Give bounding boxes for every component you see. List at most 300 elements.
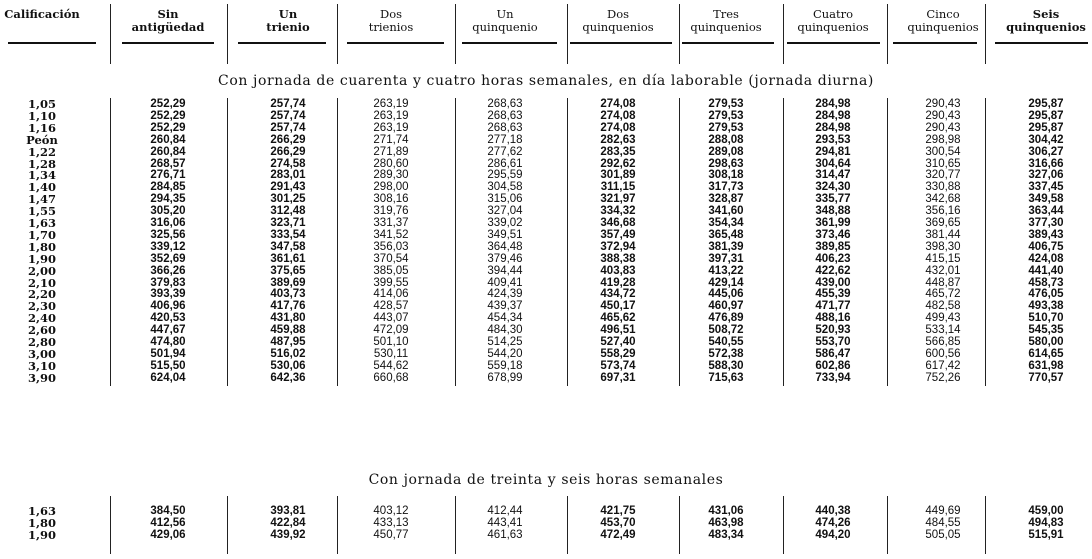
table-cell: 335,77 [815,193,851,206]
table-cell: 454,34 [487,312,523,325]
table-cell: 476,05 [1028,288,1064,301]
table-cell: 298,00 [373,181,409,194]
table-row [0,505,1092,517]
column-divider [887,4,888,64]
table-cell: 330,88 [925,181,961,194]
table-row [0,517,1092,529]
table-row [0,217,1092,229]
table-cell: 379,83 [150,276,186,289]
column-divider [227,4,228,64]
table-cell: 443,07 [373,312,409,325]
header-line-2: trienios [368,20,414,34]
table-cell: 540,55 [708,336,744,348]
table-cell: 510,70 [1028,312,1064,325]
table-cell: 445,06 [708,288,744,301]
column-divider [567,4,568,64]
table-cell: 389,69 [270,276,306,289]
table-cell: 379,46 [487,252,523,265]
calificacion-cell: 2,10 [27,275,56,290]
table-cell: 276,71 [150,169,186,182]
table-cell: 447,67 [150,324,186,337]
table-cell: 266,29 [270,133,306,146]
table-row [0,360,1092,372]
table-cell: 312,48 [270,205,306,218]
table-cell: 337,45 [1028,181,1064,194]
table-cell: 354,34 [708,217,744,229]
table-cell: 381,44 [925,228,961,241]
table-row [0,312,1092,324]
table-cell: 412,56 [150,517,186,530]
table-cell: 429,06 [150,529,186,542]
table-cell: 301,89 [600,169,636,182]
table-cell: 377,30 [1028,217,1064,229]
table-cell: 487,95 [270,336,306,348]
table-cell: 283,01 [270,169,306,182]
table-cell: 295,87 [1028,98,1064,110]
table-cell: 295,87 [1028,121,1064,134]
table-cell: 642,36 [270,371,306,384]
table-cell: 505,05 [925,529,961,542]
header-cell [238,8,338,34]
table-cell: 339,02 [487,217,523,229]
table-cell: 414,06 [373,288,409,301]
table-cell: 431,06 [708,505,744,517]
table-cell: 290,43 [925,109,961,122]
header-line-2: antigüedad [131,20,205,34]
header-line-2: quinquenios [907,20,979,34]
table-cell: 600,56 [925,347,961,360]
column-divider [110,4,111,64]
table-cell: 403,12 [373,505,409,517]
table-cell: 257,74 [270,109,306,122]
table-cell: 294,35 [150,193,186,206]
table-cell: 752,26 [925,371,961,384]
table-cell: 393,81 [270,505,306,517]
table-cell: 279,53 [708,98,744,110]
header-line-1: Un [496,7,514,21]
table-cell: 369,65 [925,217,961,229]
table-cell: 372,94 [600,240,636,253]
table-cell: 356,16 [925,205,961,218]
table-row [0,181,1092,193]
table-cell: 308,18 [708,169,744,182]
table-cell: 375,65 [270,264,306,277]
table-cell: 459,00 [1028,505,1064,517]
table-cell: 331,37 [373,217,409,229]
table-cell: 484,55 [925,517,961,530]
table-cell: 298,98 [925,133,961,146]
table-cell: 474,26 [815,517,851,530]
table-cell: 279,53 [708,109,744,122]
table-cell: 289,08 [708,145,744,158]
calificacion-cell: 1,34 [27,168,56,183]
table-cell: 347,58 [270,240,306,253]
table-cell: 304,42 [1028,133,1064,146]
table-cell: 274,08 [600,98,636,110]
header-underline [122,42,214,44]
table-cell: 501,10 [373,336,409,348]
calificacion-cell: 1,80 [27,239,56,254]
table-row [0,229,1092,241]
table-cell: 397,31 [708,252,744,265]
table-cell: 493,38 [1028,300,1064,313]
table-row [0,146,1092,158]
table-cell: 434,72 [600,288,636,301]
calificacion-cell: 2,00 [27,263,56,278]
table-cell: 306,27 [1028,145,1064,158]
table-cell: 327,06 [1028,169,1064,182]
header-underline [238,42,326,44]
table-cell: 733,94 [815,371,851,384]
table-cell: 366,26 [150,264,186,277]
table-cell: 660,68 [373,371,409,384]
table-row [0,205,1092,217]
calificacion-cell: 1,70 [27,227,56,242]
table-cell: 327,04 [487,205,523,218]
table-cell: 697,31 [600,371,636,384]
header-line-2: quinquenios [582,20,654,34]
table-cell: 559,18 [487,359,523,372]
header-line-1: Seis [1032,7,1060,21]
table-row [0,288,1092,300]
header-cell [1001,8,1091,34]
table-cell: 431,80 [270,312,306,325]
column-divider [783,4,784,64]
table-cell: 314,47 [815,169,851,182]
header-line-1: Sin [157,7,179,21]
table-cell: 409,41 [487,276,523,289]
table-cell: 373,46 [815,228,851,241]
table-cell: 349,58 [1028,193,1064,206]
table-cell: 308,16 [373,193,409,206]
table-cell: 310,65 [925,157,961,170]
table-cell: 472,49 [600,529,636,542]
table-cell: 388,38 [600,252,636,265]
table-cell: 389,43 [1028,228,1064,241]
table-cell: 573,74 [600,359,636,372]
table-cell: 586,47 [815,347,851,360]
table-cell: 260,84 [150,133,186,146]
table-cell: 341,52 [373,228,409,241]
table-cell: 321,97 [600,193,636,206]
table-cell: 293,53 [815,133,851,146]
calificacion-cell: 2,60 [27,323,56,338]
table-cell: 515,91 [1028,529,1064,542]
header-line-2: quinquenios [690,20,762,34]
table-cell: 406,96 [150,300,186,313]
table-cell: 284,98 [815,109,851,122]
calificacion-cell: 1,47 [27,192,56,207]
table-cell: 421,75 [600,505,636,517]
table-row [0,122,1092,134]
table-cell: 602,86 [815,359,851,372]
table-cell: 346,68 [600,217,636,229]
table-cell: 274,58 [270,157,306,170]
table-cell: 288,08 [708,133,744,146]
table-cell: 450,77 [373,529,409,542]
table-cell: 588,30 [708,359,744,372]
table-cell: 483,34 [708,529,744,542]
table-row [0,348,1092,360]
table-cell: 474,80 [150,336,186,348]
calificacion-cell: 1,63 [27,504,56,518]
table-row [0,529,1092,541]
table-cell: 295,87 [1028,109,1064,122]
header-line-1: Cinco [926,7,960,21]
table-cell: 463,98 [708,517,744,530]
header-underline [682,42,774,44]
table-cell: 348,88 [815,205,851,218]
calificacion-cell: 1,90 [27,251,56,266]
table-cell: 465,72 [925,288,961,301]
table-cell: 413,22 [708,264,744,277]
table-cell: 406,23 [815,252,851,265]
table-cell: 527,40 [600,336,636,348]
table-cell: 678,99 [487,371,523,384]
table-cell: 274,08 [600,121,636,134]
calificacion-cell: 3,10 [27,358,56,373]
table-cell: 268,63 [487,109,523,122]
table-cell: 292,62 [600,157,636,170]
table-cell: 284,98 [815,121,851,134]
header-line-2: trienio [266,20,310,34]
table-cell: 441,40 [1028,264,1064,277]
table-cell: 385,05 [373,264,409,277]
table-cell: 252,29 [150,121,186,134]
table-cell: 450,17 [600,300,636,313]
table-cell: 476,89 [708,312,744,325]
column-divider [985,4,986,64]
table-row [0,169,1092,181]
header-line-2: quinquenios [1006,20,1086,34]
calificacion-cell: 1,63 [27,216,56,230]
table-cell: 263,19 [373,109,409,122]
section-title-44h: Con jornada de cuarenta y cuatro horas semanales, en día laborable (jornada diurna) [218,73,874,89]
table-cell: 558,29 [600,347,636,360]
table-cell: 419,28 [600,276,636,289]
header-underline [995,42,1088,44]
table-cell: 617,42 [925,359,961,372]
table-cell: 316,06 [150,217,186,229]
header-underline [893,42,977,44]
header-cell [566,8,670,34]
table-cell: 389,85 [815,240,851,253]
table-cell: 271,89 [373,145,409,158]
calificacion-cell: 1,16 [27,120,56,135]
table-cell: 257,74 [270,121,306,134]
table-cell: 333,54 [270,228,306,241]
table-cell: 290,43 [925,121,961,134]
table-cell: 422,84 [270,517,306,530]
table-cell: 439,92 [270,529,306,542]
header-underline [347,42,444,44]
table-row [0,134,1092,146]
table-cell: 295,59 [487,169,523,182]
table-cell: 484,30 [487,324,523,337]
table-cell: 339,12 [150,240,186,253]
table-cell: 533,14 [925,324,961,337]
table-cell: 282,63 [600,133,636,146]
header-underline [787,42,880,44]
table-cell: 323,71 [270,217,306,229]
table-cell: 277,62 [487,145,523,158]
table-cell: 328,87 [708,193,744,206]
table-cell: 439,00 [815,276,851,289]
table-cell: 268,63 [487,121,523,134]
table-cell: 398,30 [925,240,961,253]
table-cell: 325,56 [150,228,186,241]
table-cell: 277,18 [487,133,523,146]
table-cell: 403,73 [270,288,306,301]
table-cell: 448,87 [925,276,961,289]
header-cell [0,8,84,21]
table-cell: 459,88 [270,324,306,337]
header-line-1: Cuatro [812,7,854,21]
table-cell: 544,20 [487,347,523,360]
header-line-1: Dos [606,7,630,21]
table-cell: 263,19 [373,121,409,134]
calificacion-cell: 1,40 [27,180,56,195]
table-cell: 268,63 [487,98,523,110]
header-cell [674,8,778,34]
table-cell: 266,29 [270,145,306,158]
table-cell: 316,66 [1028,157,1064,170]
table-cell: 715,63 [708,371,744,384]
table-cell: 449,69 [925,505,961,517]
table-cell: 384,50 [150,505,186,517]
calificacion-cell: 1,55 [27,204,56,219]
table-cell: 289,30 [373,169,409,182]
table-cell: 260,84 [150,145,186,158]
calificacion-cell: 2,40 [27,311,56,326]
table-cell: 286,61 [487,157,523,170]
calificacion-cell: 1,10 [27,108,56,123]
calificacion-cell: 3,00 [27,346,56,361]
header-underline [462,42,557,44]
table-cell: 320,77 [925,169,961,182]
table-cell: 301,25 [270,193,306,206]
table-cell: 465,62 [600,312,636,325]
header-cell [891,8,995,34]
header-cell [341,8,441,34]
table-cell: 488,16 [815,312,851,325]
table-cell: 352,69 [150,252,186,265]
table-cell: 284,85 [150,181,186,194]
table-cell: 443,41 [487,517,523,530]
table-cell: 324,30 [815,181,851,194]
table-row [0,300,1092,312]
table-cell: 424,39 [487,288,523,301]
header-line-2: quinquenios [797,20,869,34]
table-row [0,324,1092,336]
table-cell: 252,29 [150,98,186,110]
table-cell: 283,35 [600,145,636,158]
header-cell [113,8,223,34]
table-cell: 304,58 [487,181,523,194]
table-row [0,265,1092,277]
table-cell: 494,83 [1028,517,1064,530]
column-divider [337,4,338,64]
table-cell: 530,11 [373,347,409,360]
table-cell: 453,70 [600,517,636,530]
table-cell: 471,77 [815,300,851,313]
table-cell: 394,44 [487,264,523,277]
table-cell: 291,43 [270,181,306,194]
table-row [0,336,1092,348]
table-cell: 298,63 [708,157,744,170]
table-cell: 455,39 [815,288,851,301]
table-cell: 399,55 [373,276,409,289]
table-cell: 508,72 [708,324,744,337]
table-cell: 361,61 [270,252,306,265]
table-cell: 356,03 [373,240,409,253]
table-cell: 363,44 [1028,205,1064,218]
header-line-1: Un [278,7,298,21]
table-cell: 460,97 [708,300,744,313]
table-cell: 370,54 [373,252,409,265]
header-line-2: quinquenio [472,20,538,34]
table-cell: 412,44 [487,505,523,517]
table-cell: 520,93 [815,324,851,337]
table-cell: 472,09 [373,324,409,337]
table-cell: 342,68 [925,193,961,206]
table-cell: 393,39 [150,288,186,301]
column-divider [679,4,680,64]
table-cell: 432,01 [925,264,961,277]
table-cell: 252,29 [150,109,186,122]
calificacion-cell: 1,80 [27,516,56,531]
table-cell: 501,94 [150,347,186,360]
table-row [0,193,1092,205]
table-cell: 263,19 [373,98,409,110]
table-cell: 365,48 [708,228,744,241]
table-cell: 482,58 [925,300,961,313]
table-cell: 624,04 [150,371,186,384]
table-cell: 290,43 [925,98,961,110]
header-line-1: Dos [379,7,403,21]
calificacion-cell: 1,90 [27,528,56,543]
section-title-36h: Con jornada de treinta y seis horas semanales [368,472,724,488]
table-cell: 381,39 [708,240,744,253]
table-cell: 357,49 [600,228,636,241]
table-cell: 770,57 [1028,371,1064,384]
table-cell: 420,53 [150,312,186,325]
table-cell: 274,08 [600,109,636,122]
calificacion-cell: 2,30 [27,299,56,314]
calificacion-cell: Peón [26,132,58,147]
calificacion-cell: 2,80 [27,335,56,349]
table-cell: 458,73 [1028,276,1064,289]
table-cell: 514,25 [487,336,523,348]
table-cell: 361,99 [815,217,851,229]
header-cell [453,8,557,34]
header-underline [8,42,96,44]
table-cell: 614,65 [1028,347,1064,360]
table-row [0,110,1092,122]
table-cell: 631,98 [1028,359,1064,372]
table-cell: 364,48 [487,240,523,253]
table-row [0,241,1092,253]
table-cell: 304,64 [815,157,851,170]
header-line-1: Calificación [4,7,80,21]
table-cell: 572,38 [708,347,744,360]
header-underline [570,42,672,44]
table-cell: 429,14 [708,276,744,289]
table-cell: 268,57 [150,157,186,170]
table-cell: 311,15 [600,181,636,194]
table-cell: 334,32 [600,205,636,218]
column-divider [455,4,456,64]
